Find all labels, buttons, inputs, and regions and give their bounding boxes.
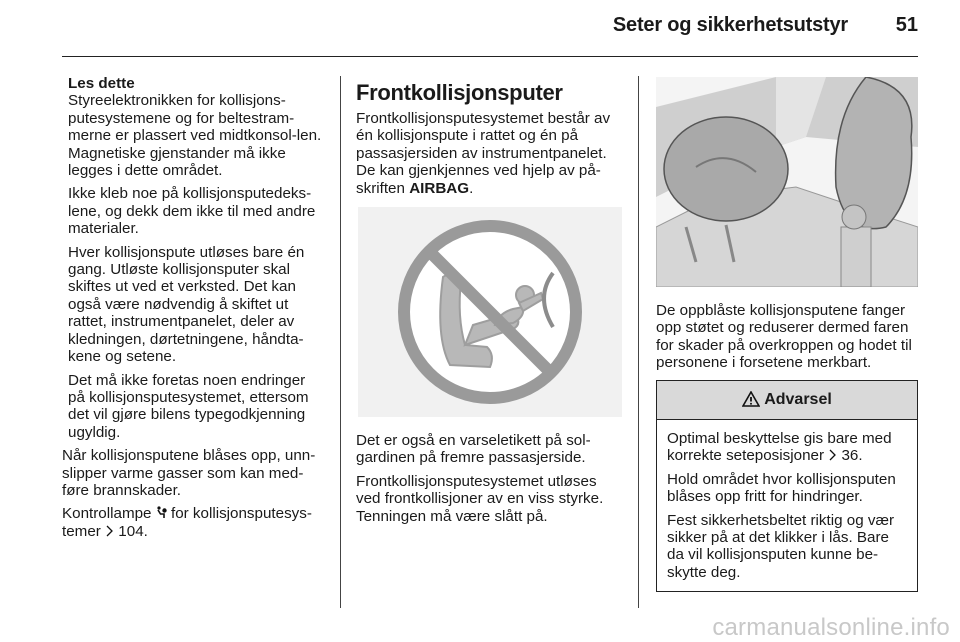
- warning-title: Advarsel: [764, 391, 832, 408]
- header-title: Seter og sikkerhetsutstyr: [612, 14, 848, 36]
- paragraph: [667, 430, 907, 465]
- child-seat-prohibition-illustration: [358, 207, 622, 417]
- paragraph: Styreelektronikken for kollisjons-putesystemene og for beltestram-merne er plassert ved midtkonsol-len. Magnetiske gjenstander må ikke legges i dette området.: [68, 92, 322, 180]
- paragraph: Når kollisjonsputene blåses opp, unn-slipper varme gasser som kan med-føre brannskader.: [62, 447, 316, 499]
- airbag-warning-icon: [156, 505, 171, 522]
- paragraph: Fest sikkerhetsbeltet riktig og vær sikker på at det klikker i lås. Bare da vil kollisjonsputen kunne be-skytte deg.: [667, 511, 895, 581]
- paragraph: [62, 505, 326, 540]
- page-reference[interactable]: 104.: [118, 522, 148, 540]
- paragraph: [356, 110, 620, 197]
- page-reference-icon: [105, 523, 114, 540]
- warning-box: [656, 380, 918, 592]
- text-fragment: Kontrollampe: [62, 505, 152, 523]
- warning-triangle-icon: [742, 391, 760, 410]
- column-1: [62, 75, 326, 546]
- warning-header: [657, 381, 917, 420]
- text-fragment: Optimal beskyttelse gis bare med korrekte seteposisjoner: [667, 430, 892, 465]
- paragraph: Det er også en varseletikett på sol-gardinen på fremre passasjerside.: [356, 432, 591, 467]
- paragraph: Hver kollisjonspute utløses bare én gang. Utløste kollisjonsputer skal skiftes ut ved et verksted. Det kan også være nødvendig å skiftet ut rattet, instrumentpanelet, deler av kledningen, dørtetningene, håndta-kene og setene.: [68, 243, 305, 366]
- text-fragment: Frontkollisjonsputesystemet består av én kollisjonspute i rattet og én på passasjersiden av instrumentpanelet. De kan gjenkjennes ved hjelp av på-skriften: [356, 110, 611, 197]
- paragraph: Frontkollisjonsputesystemet utløses ved frontkollisjoner av en viss styrke. Tenningen må være slått på.: [356, 472, 604, 525]
- page-reference-icon: [828, 447, 837, 464]
- warning-body: [657, 420, 917, 581]
- airbag-label: AIRBAG: [409, 179, 470, 197]
- page-reference[interactable]: 36.: [841, 447, 863, 465]
- column-divider-2: [638, 76, 639, 608]
- text-fragment: .: [469, 179, 474, 197]
- airbag-deployed-illustration: [656, 77, 918, 287]
- column-2-lower: [356, 432, 620, 531]
- watermark: carmanualsonline.info: [712, 614, 950, 641]
- section-heading: Frontkollisjonsputer: [356, 80, 563, 105]
- page-number: 51: [895, 14, 918, 36]
- paragraph: Det må ikke foretas noen endringer på kollisjonsputesystemet, ettersom det vil gjøre bilens typegodkjenning ugyldig.: [68, 371, 309, 441]
- column-divider-1: [340, 76, 341, 608]
- text-fragment: for kollisjonsputesys-temer: [62, 505, 312, 540]
- paragraph: Ikke kleb noe på kollisjonsputedeks-lene, og dekk dem ikke til med andre materialer.: [68, 185, 316, 238]
- header-divider: [62, 56, 918, 57]
- column-2: [356, 80, 620, 203]
- paragraph: De oppblåste kollisjonsputene fanger opp støtet og reduserer dermed faren for skader på overkroppen og hodet til personene i forsetene merkbart.: [656, 302, 912, 372]
- column-3: [656, 302, 920, 378]
- paragraph: Hold området hvor kollisjonsputen blåses opp fritt for hindringer.: [667, 470, 896, 506]
- note-heading: Les dette: [68, 75, 135, 92]
